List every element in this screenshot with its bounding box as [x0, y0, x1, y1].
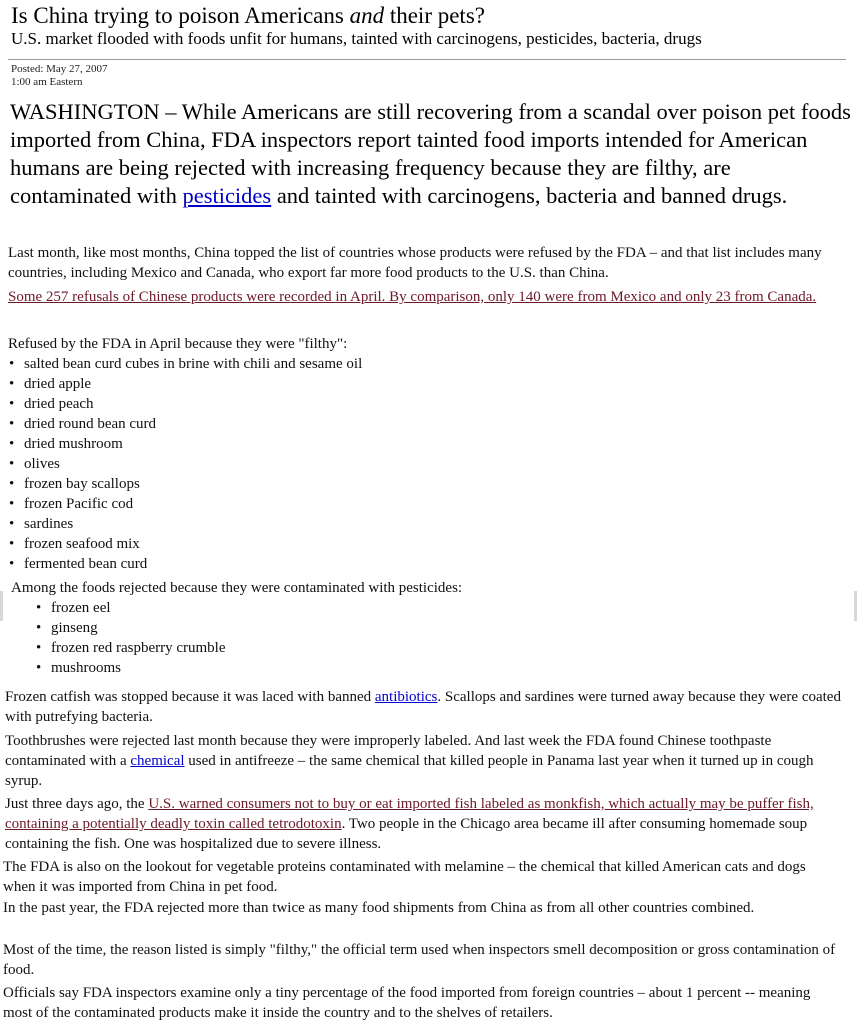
- article-header: [0, 0, 857, 49]
- lede-paragraph: [10, 98, 852, 210]
- list-item: • dried mushroom: [7, 434, 607, 454]
- filthy-foods-list: [7, 354, 607, 574]
- filthy-list-intro: Refused by the FDA in April because they were "filthy":: [8, 336, 348, 352]
- posted-meta: [11, 63, 108, 89]
- list-item: • mushrooms: [34, 658, 534, 678]
- list-item: • frozen eel: [34, 598, 534, 618]
- list-item: • dried round bean curd: [7, 414, 607, 434]
- lede-text: and tainted with carcinogens, bacteria and banned drugs.: [271, 183, 788, 208]
- paragraph-text: . Two people in the Chicago area became ill after consuming homemade soup containing the fish. One was hospitalized due to severe illness.: [5, 816, 808, 852]
- pesticide-foods-list: [34, 598, 534, 678]
- list-item: • frozen bay scallops: [7, 474, 607, 494]
- paragraph-inspection-rate: Officials say FDA inspectors examine only a tiny percentage of the food imported from foreign countries – about 1 percent -- meaning most of the contaminated products make it inside the country and to the shelves of retailers.: [3, 985, 811, 1021]
- paragraph-toothpaste: [5, 731, 841, 791]
- list-item: • dried apple: [7, 374, 607, 394]
- chemical-link[interactable]: chemical: [130, 753, 185, 769]
- lede-text: WASHINGTON – While Americans are still recovering from a scandal over poison pet foods imported from China, FDA inspectors report tainted food imports intended for American humans are being rejected with increasing frequency because they are filthy, are contaminated with: [10, 99, 851, 208]
- posted-time: 1:00 am Eastern: [11, 76, 83, 88]
- paragraph-refusal-list: Last month, like most months, China topped the list of countries whose products were refused by the FDA – and that list includes many countries, including Mexico and Canada, who export far more food products to the U.S. than China.: [8, 245, 822, 281]
- list-item: • salted bean curd cubes in brine with chili and sesame oil: [7, 354, 607, 374]
- list-item: • dried peach: [7, 394, 607, 414]
- pesticides-list-intro: Among the foods rejected because they were contaminated with pesticides:: [11, 580, 463, 596]
- headline-emphasis: and: [349, 3, 385, 28]
- paragraph-text: . Scallops and sardines were turned away because they were coated with putrefying bacteria.: [5, 689, 841, 725]
- list-item: • frozen red raspberry crumble: [34, 638, 534, 658]
- paragraph-text: Frozen catfish was stopped because it was laced with banned: [5, 689, 375, 705]
- pesticides-link[interactable]: pesticides: [182, 183, 272, 208]
- paragraph-refusal-counts: [8, 287, 844, 307]
- paragraph-text: Just three days ago, the: [5, 796, 149, 812]
- refusal-counts-link[interactable]: Some 257 refusals of Chinese products were recorded in April. By comparison, only 140 were from Mexico and only 23 from Canada.: [8, 289, 817, 305]
- headline-part: Is China trying to poison Americans: [11, 3, 350, 28]
- paragraph-text: used in antifreeze – the same chemical that killed people in Panama last year when it turned up in cough syrup.: [5, 753, 814, 789]
- left-edge-marker: [0, 591, 3, 621]
- paragraph-catfish: [5, 687, 841, 727]
- paragraph-melamine: The FDA is also on the lookout for vegetable proteins contaminated with melamine – the chemical that killed American cats and dogs when it was imported from China in pet food.: [3, 859, 806, 895]
- list-item: • sardines: [7, 514, 607, 534]
- paragraph-puffer-fish: [5, 794, 841, 854]
- antibiotics-link[interactable]: antibiotics: [374, 689, 438, 705]
- headline: [11, 2, 857, 29]
- list-item: • fermented bean curd: [7, 554, 607, 574]
- posted-date: Posted: May 27, 2007: [11, 63, 108, 75]
- headline-part: their pets?: [384, 3, 485, 28]
- list-item: • frozen seafood mix: [7, 534, 607, 554]
- paragraph-shipments: In the past year, the FDA rejected more than twice as many food shipments from China as from all other countries combined.: [3, 900, 755, 916]
- puffer-fish-warning-link[interactable]: U.S. warned consumers not to buy or eat imported fish labeled as monkfish, which actually may be puffer fish, containing a potentially deadly toxin called tetrodotoxin: [5, 796, 814, 832]
- list-item: • olives: [7, 454, 607, 474]
- header-divider: [8, 59, 846, 60]
- list-item: • frozen Pacific cod: [7, 494, 607, 514]
- list-item: • ginseng: [34, 618, 534, 638]
- subheadline: U.S. market flooded with foods unfit for humans, tainted with carcinogens, pesticides, bacteria, drugs: [11, 29, 702, 48]
- paragraph-text: Toothbrushes were rejected last month because they were improperly labeled. And last week the FDA found Chinese toothpaste contaminated with a: [5, 733, 772, 769]
- paragraph-filthy-term: Most of the time, the reason listed is simply "filthy," the official term used when inspectors smell decomposition or gross contamination of food.: [3, 942, 836, 978]
